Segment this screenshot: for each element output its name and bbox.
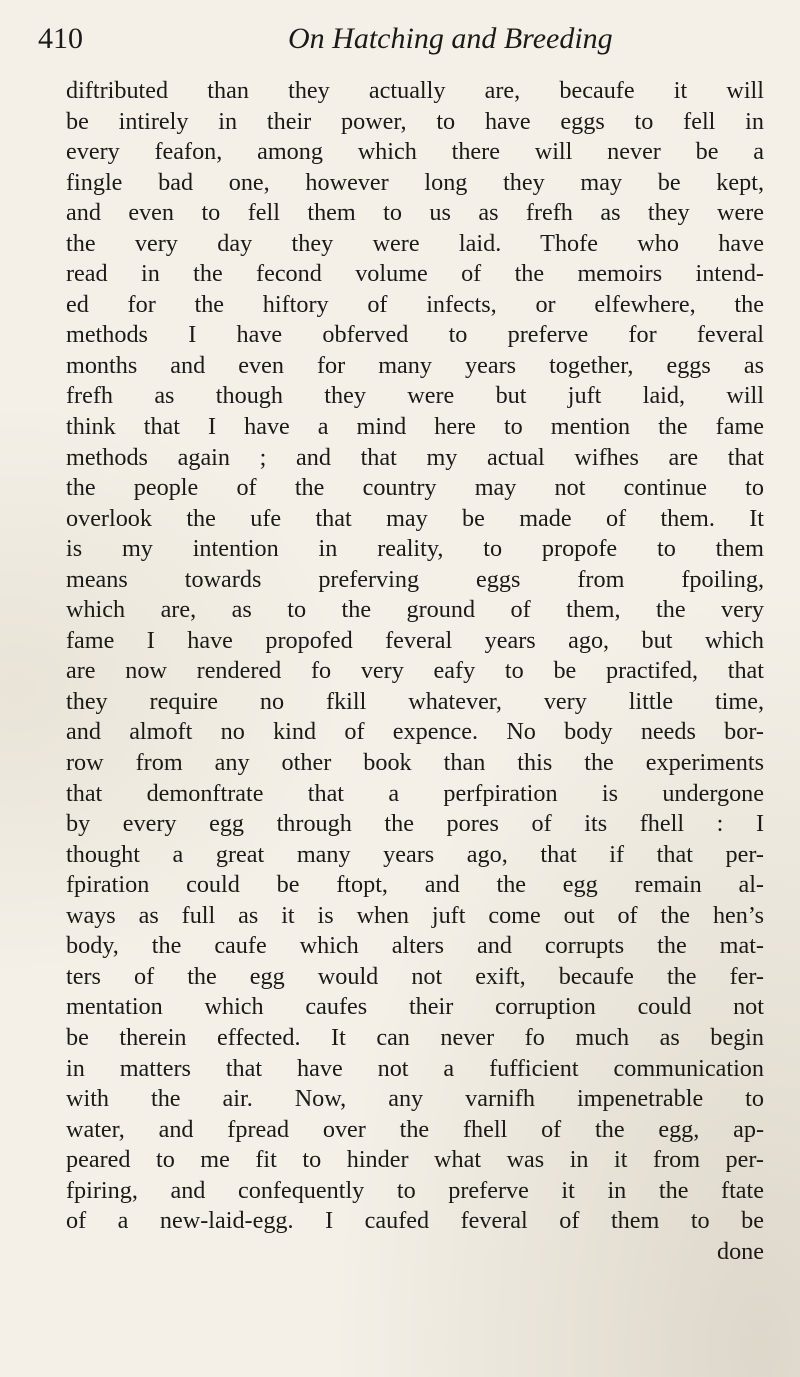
text-line: and almoft no kind of expence. No body needs bor- [66, 718, 764, 746]
text-line: thought a great many years ago, that if that per- [66, 840, 764, 868]
text-line: mentation which caufes their corruption could not [66, 993, 764, 1021]
text-line: methods I have obferved to preferve for feveral [66, 321, 764, 349]
text-line: which are, as to the ground of them, the very [66, 596, 764, 624]
text-line: fingle bad one, however long they may be kept, [66, 168, 764, 196]
text-line: methods again ; and that my actual wifhes are that [66, 443, 764, 471]
text-line: think that I have a mind here to mention the fame [66, 413, 764, 441]
catchword: done [716, 1237, 764, 1265]
text-line: months and even for many years together, eggs as [66, 351, 764, 379]
text-line: ways as full as it is when juft come out of the hen’s [66, 901, 764, 929]
text-line: peared to me fit to hinder what was in it from per- [66, 1146, 764, 1174]
page-number: 410 [38, 22, 83, 55]
text-line: ed for the hiftory of infects, or elfewhere, the [66, 290, 764, 318]
running-title: On Hatching and Breeding [288, 22, 613, 55]
text-line: fpiration could be ftopt, and the egg remain al- [66, 871, 764, 899]
body-text [66, 76, 764, 1267]
text-line: read in the fecond volume of the memoirs intend- [66, 260, 764, 288]
text-line: the people of the country may not continue to [66, 474, 764, 502]
text-line: frefh as though they were but juft laid, will [66, 382, 764, 410]
text-line: by every egg through the pores of its fhell : I [66, 810, 764, 838]
text-line: of a new-laid-egg. I caufed feveral of them to be [66, 1207, 764, 1235]
text-line: are now rendered fo very eafy to be practifed, that [66, 657, 764, 685]
text-line: they require no fkill whatever, very little time, [66, 687, 764, 715]
text-line: water, and fpread over the fhell of the egg, ap- [66, 1115, 764, 1143]
text-line: ters of the egg would not exift, becaufe the fer- [66, 962, 764, 990]
text-line: overlook the ufe that may be made of them. It [66, 504, 764, 532]
text-line: that demonftrate that a perfpiration is undergone [66, 779, 764, 807]
text-line: row from any other book than this the experiments [66, 749, 764, 777]
text-line: be intirely in their power, to have eggs to fell in [66, 107, 764, 135]
text-line: be therein effected. It can never fo much as begin [66, 1023, 764, 1051]
text-line: every feafon, among which there will never be a [66, 138, 764, 166]
text-line: body, the caufe which alters and corrupts the mat- [66, 932, 764, 960]
text-line: means towards preferving eggs from fpoiling, [66, 565, 764, 593]
text-line: the very day they were laid. Thofe who have [66, 229, 764, 257]
text-line: fame I have propofed feveral years ago, but which [66, 626, 764, 654]
text-line: and even to fell them to us as frefh as they were [66, 199, 764, 227]
page-header [38, 22, 760, 66]
text-line: fpiring, and confequently to preferve it in the ftate [66, 1176, 764, 1204]
text-line: is my intention in reality, to propofe to them [66, 535, 764, 563]
text-line: with the air. Now, any varnifh impenetrable to [66, 1085, 764, 1113]
text-line: diftributed than they actually are, becaufe it will [66, 77, 764, 104]
text-line: in matters that have not a fufficient communication [66, 1054, 764, 1082]
